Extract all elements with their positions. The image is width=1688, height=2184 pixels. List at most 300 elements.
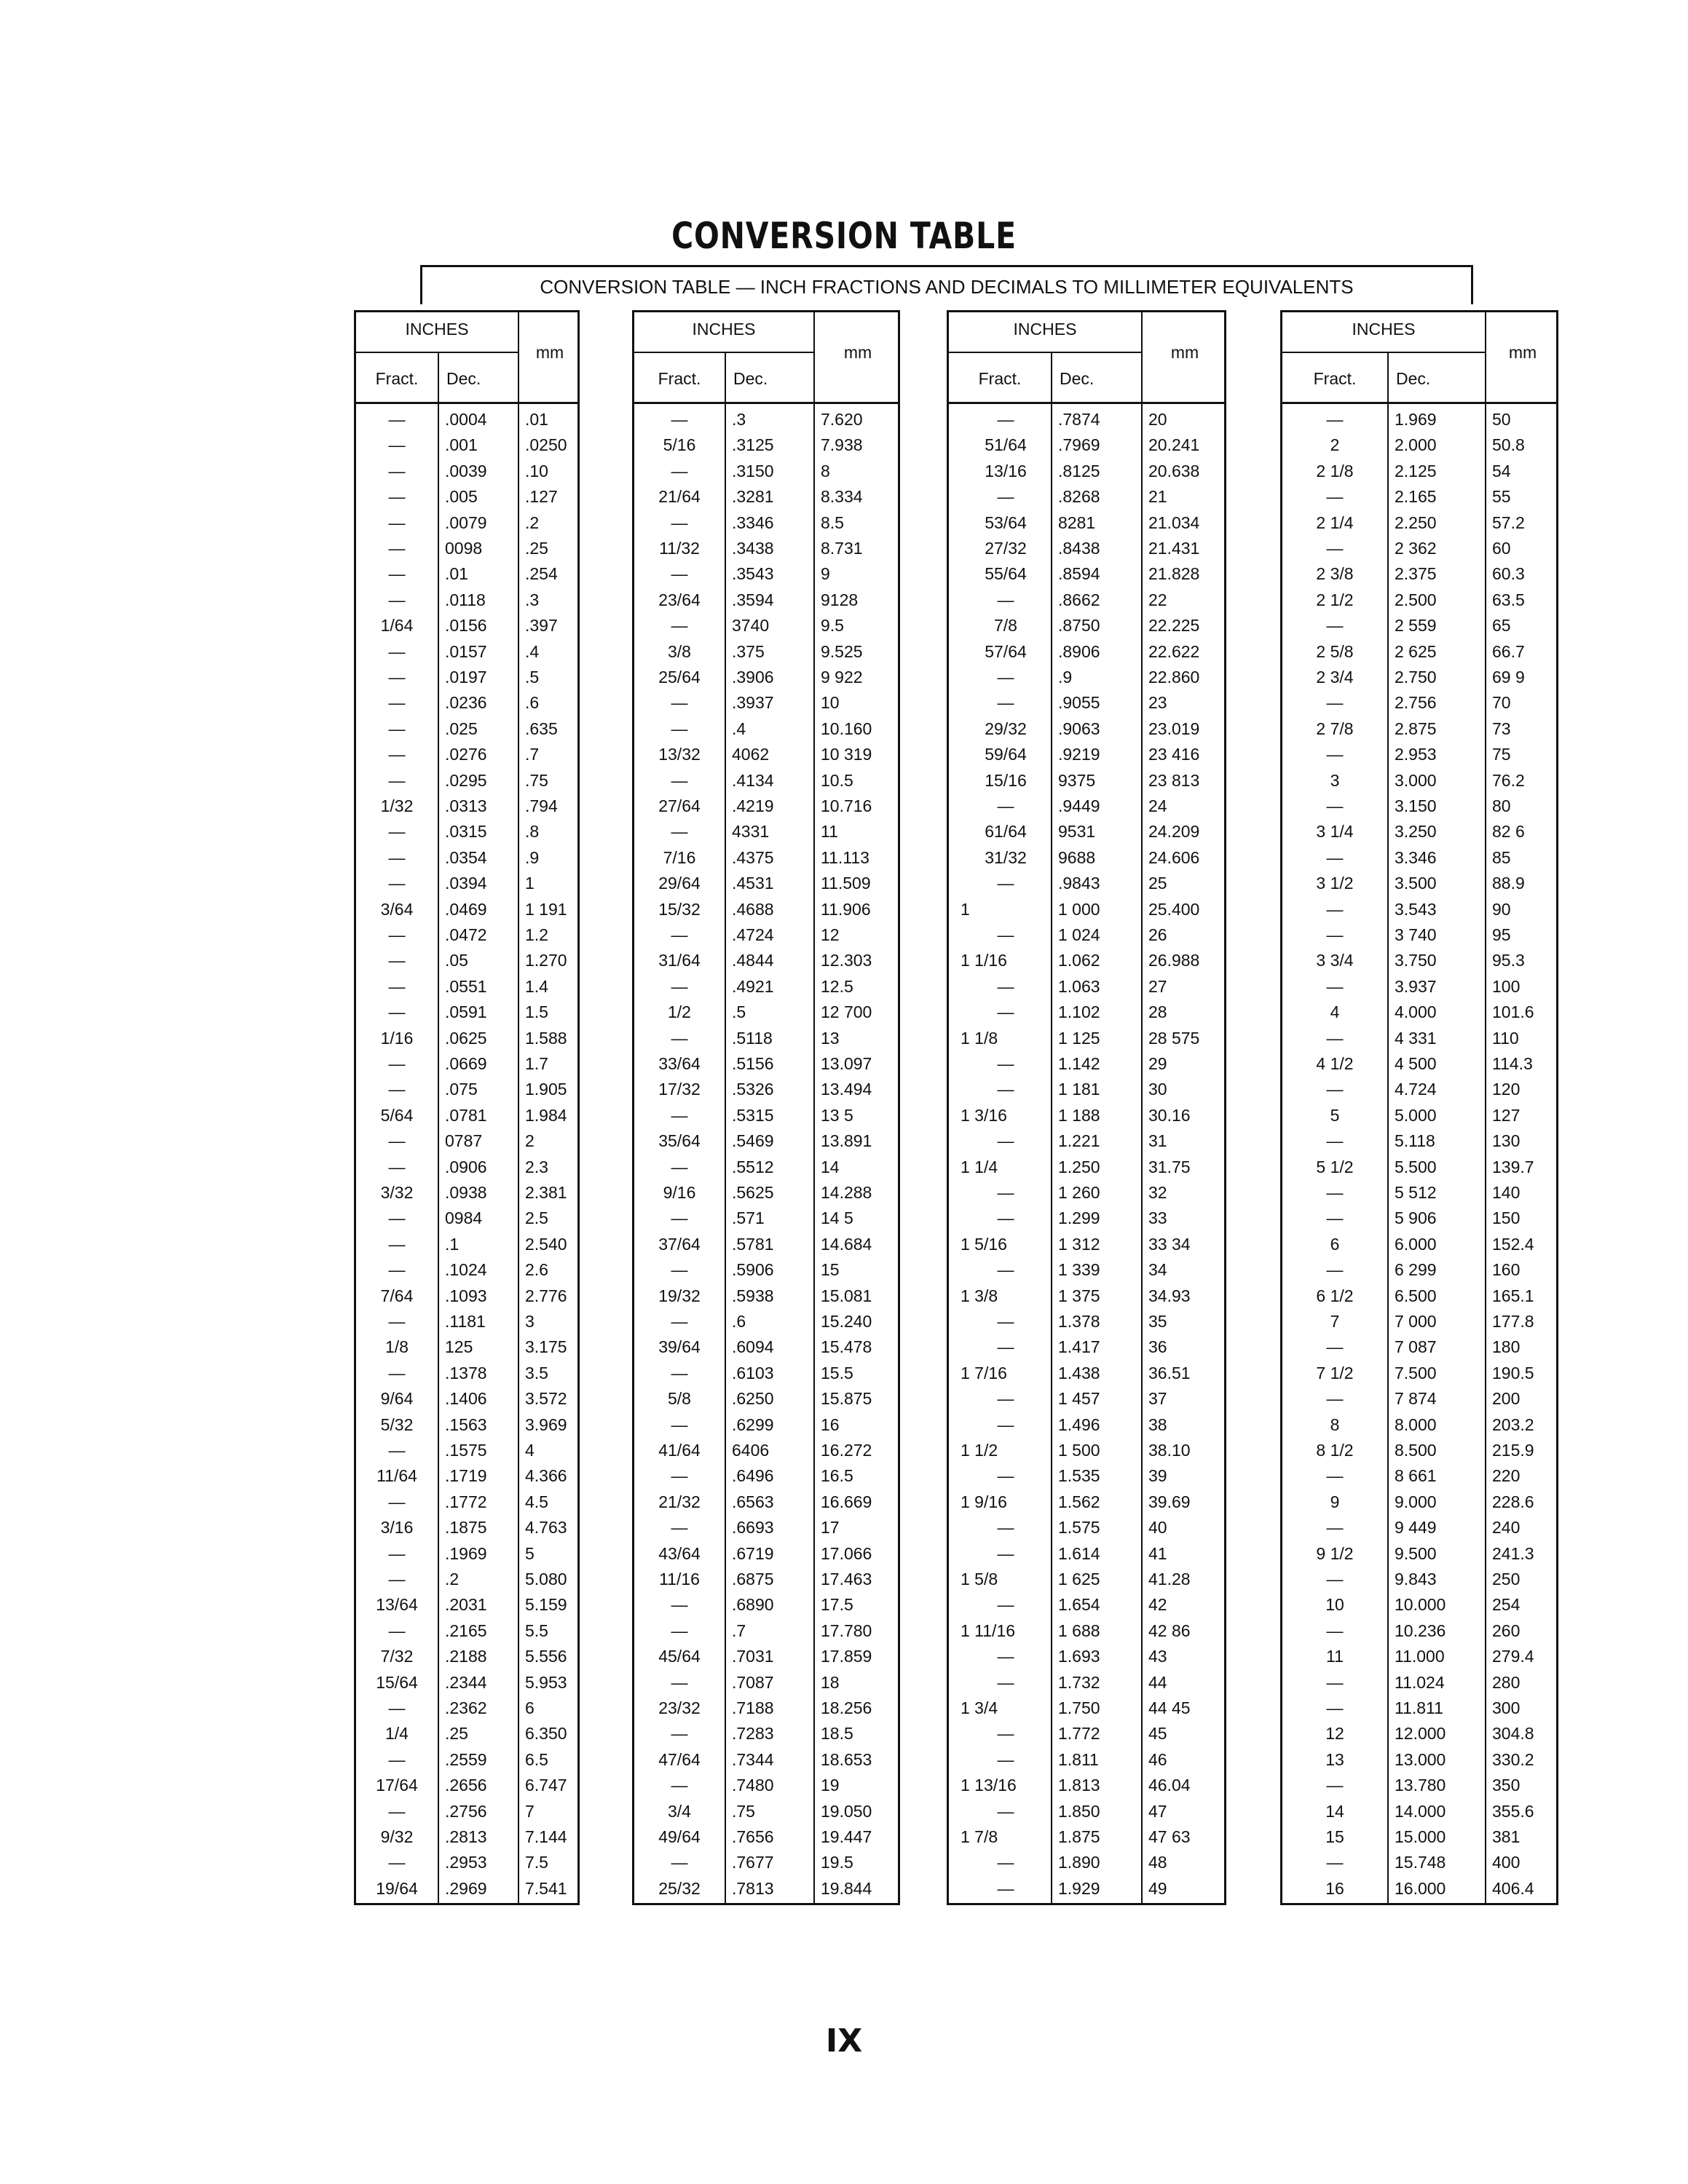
mm-cell: 16.5 xyxy=(821,1466,853,1486)
mm-cell: 45 xyxy=(1148,1724,1167,1744)
mm-cell: 7.541 xyxy=(525,1878,567,1898)
decimal-cell: .0079 xyxy=(445,513,487,532)
fraction-cell: 9/16 xyxy=(663,1183,696,1202)
fraction-cell: 2 3/8 xyxy=(1316,564,1354,584)
fraction-cell: 7/16 xyxy=(663,847,696,867)
decimal-cell: 1.850 xyxy=(1058,1801,1100,1821)
decimal-cell: .075 xyxy=(445,1080,478,1099)
fraction-cell: — xyxy=(671,1672,688,1692)
mm-cell: 80 xyxy=(1492,796,1511,815)
mm-cell: 203.2 xyxy=(1492,1415,1534,1434)
fraction-cell: 51/64 xyxy=(985,435,1027,455)
decimal-cell: .5781 xyxy=(732,1234,774,1254)
fraction-cell: — xyxy=(671,1595,688,1615)
fraction-cell: 19/32 xyxy=(658,1286,701,1305)
decimal-cell: .4844 xyxy=(732,951,774,970)
decimal-cell: 6 299 xyxy=(1395,1260,1437,1280)
fraction-cell: — xyxy=(388,1260,406,1280)
mm-cell: 7.938 xyxy=(821,435,863,455)
header-rule xyxy=(1282,352,1485,353)
mm-cell: 100 xyxy=(1492,976,1521,996)
fraction-cell: 29/64 xyxy=(658,874,701,893)
fraction-cell: — xyxy=(997,1801,1014,1821)
fraction-cell: — xyxy=(388,1543,406,1563)
mm-cell: 15.5 xyxy=(821,1363,853,1382)
inches-header: INCHES xyxy=(692,320,756,339)
fraction-cell: — xyxy=(671,719,688,738)
mm-cell: 10.5 xyxy=(821,770,853,790)
mm-cell: 177.8 xyxy=(1492,1312,1534,1331)
fraction-cell: 1 7/8 xyxy=(961,1827,998,1846)
fraction-cell: — xyxy=(671,1260,688,1280)
mm-cell: 17.5 xyxy=(821,1595,853,1615)
fraction-cell: 2 5/8 xyxy=(1316,641,1354,661)
fraction-cell: — xyxy=(388,435,406,455)
mm-cell: 20.638 xyxy=(1148,461,1200,480)
column-divider xyxy=(518,312,519,1903)
mm-cell: 14.288 xyxy=(821,1183,872,1202)
fraction-cell: — xyxy=(997,1595,1014,1615)
fraction-cell: — xyxy=(1326,976,1344,996)
decimal-cell: 5.000 xyxy=(1395,1105,1437,1125)
fraction-cell: — xyxy=(1326,1672,1344,1692)
decimal-cell: .8125 xyxy=(1058,461,1100,480)
fraction-cell: 3/16 xyxy=(380,1518,414,1538)
decimal-cell: 2.953 xyxy=(1395,745,1437,764)
decimal-cell: .8268 xyxy=(1058,487,1100,507)
fraction-cell: 23/64 xyxy=(658,590,701,609)
mm-cell: 19.844 xyxy=(821,1878,872,1898)
mm-cell: 73 xyxy=(1492,719,1511,738)
decimal-cell: .2756 xyxy=(445,1801,487,1821)
fraction-cell: — xyxy=(1326,1028,1344,1048)
fraction-cell: — xyxy=(1326,1570,1344,1588)
fraction-cell: 35/64 xyxy=(658,1131,701,1151)
decimal-cell: 3.543 xyxy=(1395,899,1437,919)
fraction-cell: 2 3/4 xyxy=(1316,668,1354,687)
mm-cell: 15.240 xyxy=(821,1312,872,1331)
decimal-cell: .9055 xyxy=(1058,693,1100,713)
mm-cell: 1 xyxy=(525,874,535,893)
mm-cell: .9 xyxy=(525,847,540,867)
fraction-cell: 1 1/16 xyxy=(961,951,1007,970)
decimal-cell: .6094 xyxy=(732,1337,774,1357)
fraction-cell: — xyxy=(388,719,406,738)
decimal-cell: 3.150 xyxy=(1395,796,1437,815)
mm-cell: 10.716 xyxy=(821,796,872,815)
decimal-cell: 1.811 xyxy=(1058,1749,1099,1769)
decimal-cell: 125 xyxy=(445,1337,473,1357)
fraction-cell: 10 xyxy=(1325,1595,1344,1615)
table-header xyxy=(949,312,1224,404)
fraction-cell: — xyxy=(671,925,688,944)
decimal-cell: 1.378 xyxy=(1058,1312,1100,1331)
decimal-cell: .7969 xyxy=(1058,435,1100,455)
decimal-cell: .1563 xyxy=(445,1415,487,1434)
mm-cell: 47 xyxy=(1148,1801,1167,1821)
mm-cell: 41.28 xyxy=(1148,1570,1191,1588)
decimal-cell: 8281 xyxy=(1058,513,1096,532)
fraction-cell: — xyxy=(997,1853,1014,1872)
decimal-cell: .5 xyxy=(732,1002,746,1022)
mm-cell: 24.606 xyxy=(1148,847,1200,867)
fraction-cell: 13 xyxy=(1325,1749,1344,1769)
mm-cell: 41 xyxy=(1148,1543,1167,1563)
decimal-cell: .0625 xyxy=(445,1028,487,1048)
fraction-cell: — xyxy=(388,590,406,609)
decimal-cell: 1.693 xyxy=(1058,1647,1100,1666)
decimal-cell: .5469 xyxy=(732,1131,774,1151)
decimal-cell: .3543 xyxy=(732,564,774,584)
decimal-cell: 1 260 xyxy=(1058,1183,1100,1202)
decimal-cell: .025 xyxy=(445,719,478,738)
mm-cell: 1 191 xyxy=(525,899,567,919)
decimal-cell: 3.000 xyxy=(1395,770,1437,790)
mm-cell: 1.4 xyxy=(525,976,548,996)
mm-cell: 47 63 xyxy=(1148,1827,1191,1846)
decimal-cell: .375 xyxy=(732,641,765,661)
decimal-cell: 16.000 xyxy=(1395,1878,1446,1898)
fraction-cell: 13/16 xyxy=(985,461,1027,480)
fraction-cell: 3 1/4 xyxy=(1316,822,1354,842)
dec-header: Dec. xyxy=(446,369,481,388)
mm-cell: 10 319 xyxy=(821,745,872,764)
mm-cell: 6 xyxy=(525,1698,535,1717)
decimal-cell: .2559 xyxy=(445,1749,487,1769)
fraction-cell: 17/32 xyxy=(658,1080,701,1099)
mm-cell: 75 xyxy=(1492,745,1511,764)
mm-cell: 8.5 xyxy=(821,513,844,532)
fraction-cell: — xyxy=(671,1208,688,1228)
mm-cell: 9 xyxy=(821,564,830,584)
mm-cell: 228.6 xyxy=(1492,1492,1534,1511)
decimal-cell: .0472 xyxy=(445,925,487,944)
decimal-cell: .0669 xyxy=(445,1054,487,1073)
fraction-cell: 2 1/8 xyxy=(1316,461,1354,480)
fraction-cell: 25/32 xyxy=(658,1878,701,1898)
mm-cell: 46.04 xyxy=(1148,1776,1191,1795)
fraction-cell: — xyxy=(671,461,688,480)
decimal-cell: 5.118 xyxy=(1395,1131,1435,1151)
mm-cell: 3.175 xyxy=(525,1337,567,1357)
fraction-cell: 11/32 xyxy=(659,539,700,558)
decimal-cell: .7480 xyxy=(732,1776,774,1795)
fraction-cell: 5 xyxy=(1330,1105,1340,1125)
mm-cell: .25 xyxy=(525,539,548,558)
mm-cell: 13 5 xyxy=(821,1105,853,1125)
mm-cell: 28 xyxy=(1148,1002,1167,1022)
mm-cell: 50.8 xyxy=(1492,435,1525,455)
decimal-cell: 2.125 xyxy=(1395,461,1437,480)
fraction-cell: — xyxy=(997,693,1014,713)
decimal-cell: .005 xyxy=(445,487,478,507)
decimal-cell: 1 339 xyxy=(1058,1260,1100,1280)
mm-cell: 57.2 xyxy=(1492,513,1525,532)
column-divider xyxy=(1141,312,1143,1903)
fraction-cell: 5/32 xyxy=(380,1415,414,1434)
decimal-cell: .0004 xyxy=(445,410,487,429)
mm-cell: 350 xyxy=(1492,1776,1521,1795)
mm-cell: 20.241 xyxy=(1148,435,1200,455)
fraction-cell: — xyxy=(388,668,406,687)
decimal-cell: 1.417 xyxy=(1058,1337,1100,1357)
fraction-cell: — xyxy=(671,1466,688,1486)
fraction-cell: 8 1/2 xyxy=(1316,1441,1354,1460)
fraction-cell: 3/64 xyxy=(380,899,414,919)
mm-cell: 160 xyxy=(1492,1260,1521,1280)
fraction-cell: — xyxy=(388,745,406,764)
mm-cell: 11.906 xyxy=(821,899,871,919)
mm-cell: 8.334 xyxy=(821,487,863,507)
decimal-cell: .0938 xyxy=(445,1183,487,1202)
mm-cell: 101.6 xyxy=(1492,1002,1534,1022)
mm-cell: 49 xyxy=(1148,1878,1167,1898)
page-number: IX xyxy=(825,2022,863,2060)
mm-cell: 152.4 xyxy=(1492,1234,1534,1254)
mm-cell: 44 xyxy=(1148,1672,1167,1692)
mm-cell: 17.780 xyxy=(821,1621,872,1640)
mm-cell: 406.4 xyxy=(1492,1878,1534,1898)
fraction-cell: 1 13/16 xyxy=(961,1776,1017,1795)
decimal-cell: 3.750 xyxy=(1395,951,1437,970)
decimal-cell: .75 xyxy=(732,1801,755,1821)
decimal-cell: 1 312 xyxy=(1058,1234,1100,1254)
decimal-cell: .6875 xyxy=(732,1570,774,1588)
mm-cell: 304.8 xyxy=(1492,1724,1534,1744)
decimal-cell: .4219 xyxy=(732,796,774,815)
fraction-cell: — xyxy=(997,925,1014,944)
decimal-cell: .5625 xyxy=(732,1183,774,1202)
fraction-cell: 27/32 xyxy=(985,539,1027,558)
mm-cell: 90 xyxy=(1492,899,1511,919)
mm-cell: 241.3 xyxy=(1492,1543,1534,1563)
mm-cell: 23 813 xyxy=(1148,770,1200,790)
fraction-cell: 1/2 xyxy=(668,1002,691,1022)
fraction-cell: 12 xyxy=(1325,1724,1344,1744)
mm-cell: 254 xyxy=(1492,1595,1521,1615)
mm-cell: 110 xyxy=(1492,1028,1519,1048)
decimal-cell: .7656 xyxy=(732,1827,774,1846)
mm-cell: 4.5 xyxy=(525,1492,548,1511)
mm-cell: 7.620 xyxy=(821,410,863,429)
fraction-cell: — xyxy=(671,1518,688,1538)
fraction-cell: — xyxy=(997,1647,1014,1666)
mm-cell: 355.6 xyxy=(1492,1801,1534,1821)
decimal-cell: .9063 xyxy=(1058,719,1100,738)
mm-cell: 95 xyxy=(1492,925,1511,944)
decimal-cell: .8662 xyxy=(1058,590,1100,609)
decimal-cell: .2344 xyxy=(445,1672,487,1692)
mm-cell: 120 xyxy=(1492,1080,1521,1099)
fraction-cell: 2 1/4 xyxy=(1316,513,1354,532)
decimal-cell: 1 125 xyxy=(1058,1028,1100,1048)
mm-cell: .397 xyxy=(525,616,558,636)
decimal-cell: 11.024 xyxy=(1395,1672,1445,1692)
decimal-cell: 1 375 xyxy=(1058,1286,1100,1305)
decimal-cell: .2953 xyxy=(445,1853,487,1872)
decimal-cell: .3346 xyxy=(732,513,774,532)
mm-cell: 24 xyxy=(1148,796,1167,815)
mm-cell: 30 xyxy=(1148,1080,1167,1099)
fraction-cell: — xyxy=(388,1234,406,1254)
mm-cell: .75 xyxy=(525,770,548,790)
decimal-cell: .7677 xyxy=(732,1853,774,1872)
mm-cell: 25 xyxy=(1148,874,1167,893)
fraction-cell: 7 1/2 xyxy=(1316,1363,1354,1382)
decimal-cell: .5512 xyxy=(732,1157,774,1176)
dec-header: Dec. xyxy=(733,369,768,388)
fraction-cell: — xyxy=(671,616,688,636)
fraction-cell: — xyxy=(388,1749,406,1769)
fraction-cell: 2 1/2 xyxy=(1316,590,1354,609)
mm-cell: 82 6 xyxy=(1492,822,1525,842)
decimal-cell: 2.875 xyxy=(1395,719,1437,738)
fraction-cell: 57/64 xyxy=(985,641,1027,661)
fraction-cell: 15/16 xyxy=(985,770,1027,790)
decimal-cell: .8750 xyxy=(1058,616,1100,636)
mm-cell: 50 xyxy=(1492,410,1511,429)
decimal-cell: 1.772 xyxy=(1058,1724,1100,1744)
decimal-cell: .2656 xyxy=(445,1776,487,1795)
decimal-cell: 6.500 xyxy=(1395,1286,1437,1305)
conversion-table-3 xyxy=(947,310,1226,1905)
mm-cell: 180 xyxy=(1492,1337,1521,1357)
fraction-cell: 2 xyxy=(1330,435,1340,455)
fraction-cell: 33/64 xyxy=(658,1054,701,1073)
mm-cell: 28 575 xyxy=(1148,1028,1200,1048)
inches-header: INCHES xyxy=(1013,320,1077,339)
decimal-cell: .01 xyxy=(445,564,468,584)
fract-header: Fract. xyxy=(978,369,1022,388)
decimal-cell: 1.063 xyxy=(1058,976,1100,996)
fraction-cell: 5 1/2 xyxy=(1316,1157,1354,1176)
decimal-cell: .6563 xyxy=(732,1492,774,1511)
fraction-cell: — xyxy=(997,1518,1014,1538)
fraction-cell: 1/64 xyxy=(380,616,414,636)
mm-cell: 6.5 xyxy=(525,1749,548,1769)
decimal-cell: 7 874 xyxy=(1395,1389,1437,1409)
decimal-cell: 9688 xyxy=(1058,847,1096,867)
mm-cell: 11 xyxy=(821,822,838,842)
decimal-cell: .0157 xyxy=(445,641,487,661)
fraction-cell: — xyxy=(1326,487,1344,507)
fraction-cell: — xyxy=(1326,539,1344,558)
decimal-cell: .4921 xyxy=(732,976,774,996)
mm-cell: 1.7 xyxy=(525,1054,548,1073)
mm-cell: 21 xyxy=(1148,487,1167,507)
decimal-cell: .4688 xyxy=(732,899,774,919)
mm-cell: 4 xyxy=(525,1441,535,1460)
fraction-cell: 55/64 xyxy=(985,564,1027,584)
mm-cell: 4.763 xyxy=(525,1518,567,1538)
mm-cell: 12 xyxy=(821,925,840,944)
decimal-cell: 1.813 xyxy=(1058,1776,1100,1795)
decimal-cell: .571 xyxy=(732,1208,765,1228)
mm-cell: 42 xyxy=(1148,1595,1167,1615)
decimal-cell: .0295 xyxy=(445,770,487,790)
fraction-cell: — xyxy=(997,1466,1014,1486)
decimal-cell: 1.102 xyxy=(1058,1002,1100,1022)
fraction-cell: — xyxy=(671,976,688,996)
decimal-cell: .7 xyxy=(732,1621,746,1640)
dec-header: Dec. xyxy=(1396,369,1431,388)
decimal-cell: .1772 xyxy=(445,1492,487,1511)
fract-header: Fract. xyxy=(375,369,419,388)
decimal-cell: 0098 xyxy=(445,539,483,558)
fraction-cell: 31/32 xyxy=(985,847,1027,867)
decimal-cell: .1 xyxy=(445,1234,460,1254)
fraction-cell: — xyxy=(1326,1621,1344,1640)
mm-cell: 18 xyxy=(821,1672,840,1692)
fraction-cell: — xyxy=(671,1363,688,1382)
decimal-cell: .0394 xyxy=(445,874,487,893)
fraction-cell: — xyxy=(388,847,406,867)
fraction-cell: 25/64 xyxy=(658,668,701,687)
decimal-cell: .6719 xyxy=(732,1543,774,1563)
mm-cell: 16 xyxy=(821,1415,840,1434)
decimal-cell: 1.438 xyxy=(1058,1363,1100,1382)
mm-cell: 8 xyxy=(821,461,830,480)
decimal-cell: 9375 xyxy=(1058,770,1096,790)
fraction-cell: 53/64 xyxy=(985,513,1027,532)
decimal-cell: .1575 xyxy=(445,1441,487,1460)
decimal-cell: .6 xyxy=(732,1312,746,1331)
page-title: CONVERSION TABLE xyxy=(671,215,1017,257)
mm-cell: 139.7 xyxy=(1492,1157,1534,1176)
mm-cell: 12.5 xyxy=(821,976,853,996)
fraction-cell: — xyxy=(671,822,688,842)
fraction-cell: — xyxy=(1326,1260,1344,1280)
mm-cell: 20 xyxy=(1148,410,1167,429)
mm-cell: 127 xyxy=(1492,1105,1521,1125)
decimal-cell: .1719 xyxy=(445,1466,487,1486)
fraction-cell: 11 xyxy=(1326,1647,1344,1666)
decimal-cell: .5118 xyxy=(732,1028,773,1048)
fraction-cell: 31/64 xyxy=(658,951,701,970)
mm-cell: 21.828 xyxy=(1148,564,1200,584)
mm-cell: 95.3 xyxy=(1492,951,1525,970)
mm-cell: 33 xyxy=(1148,1208,1167,1228)
decimal-cell: 1.562 xyxy=(1058,1492,1100,1511)
conversion-table-1 xyxy=(354,310,580,1905)
fraction-cell: — xyxy=(388,1363,406,1382)
fraction-cell: 7/8 xyxy=(994,616,1017,636)
mm-cell: 12 700 xyxy=(821,1002,872,1022)
mm-cell: 13.891 xyxy=(821,1131,872,1151)
mm-cell: 5.953 xyxy=(525,1672,567,1692)
decimal-cell: .4375 xyxy=(732,847,774,867)
mm-header: mm xyxy=(1508,343,1537,362)
fraction-cell: 7/64 xyxy=(380,1286,414,1305)
fraction-cell: 15/64 xyxy=(376,1672,418,1692)
fraction-cell: — xyxy=(997,1312,1014,1331)
fraction-cell: 5/64 xyxy=(380,1105,414,1125)
header-rule xyxy=(949,352,1141,353)
fraction-cell: — xyxy=(1326,847,1344,867)
inches-header: INCHES xyxy=(405,320,469,339)
mm-cell: 26.988 xyxy=(1148,951,1200,970)
fraction-cell: — xyxy=(388,770,406,790)
mm-cell: .4 xyxy=(525,641,540,661)
mm-cell: 39.69 xyxy=(1148,1492,1191,1511)
fraction-cell: — xyxy=(997,1337,1014,1357)
decimal-cell: 1.890 xyxy=(1058,1853,1100,1872)
mm-cell: 54 xyxy=(1492,461,1511,480)
mm-cell: 400 xyxy=(1492,1853,1521,1872)
mm-cell: 21.431 xyxy=(1148,539,1200,558)
mm-cell: 220 xyxy=(1492,1466,1521,1486)
mm-cell: 34 xyxy=(1148,1260,1167,1280)
